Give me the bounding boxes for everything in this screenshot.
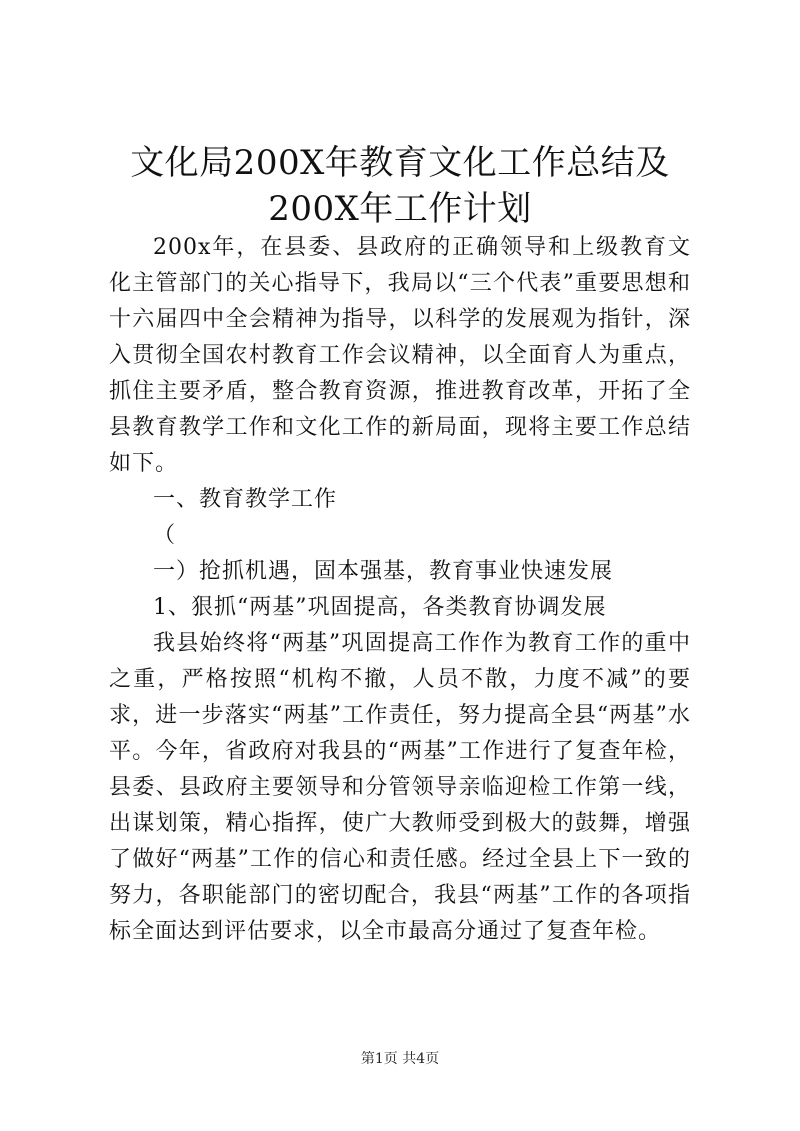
item-heading: 1、狠抓“两基”巩固提高，各类教育协调发展	[153, 595, 607, 620]
main-paragraph: 我县始终将“两基”巩固提高工作作为教育工作的重中之重，严格按照“机构不撤，人员不散，力度不减”的要求，进一步落实“两基”工作责任，努力提高全县“两基”水平。今年，省政府对我县的“两基”工作进行了复查年检，县委、县政府主要领导和分管领导亲临迎检工作第一线，出谋划策，精心指挥，使广大教师受到极大的鼓舞，增强了做好“两基”工作的信心和责任感。经过全县上下一致的努力，各职能部门的密切配合，我县“两基”工作的各项指标全面达到评估要求，以全市最高分通过了复查年检。	[109, 631, 691, 944]
intro-paragraph: 200x年，在县委、县政府的正确领导和上级教育文化主管部门的关心指导下，我局以“三个代表”重要思想和十六届四中全会精神为指导，以科学的发展观为指针，深入贯彻全国农村教育工作会议精神，以全面育人为重点，抓住主要矛盾，整合教育资源，推进教育改革，开拓了全县教育教学工作和文化工作的新局面，现将主要工作总结如下。	[109, 235, 691, 476]
document-title: 文化局200X年教育文化工作总结及200X年工作计划	[130, 143, 670, 229]
open-paren-line: （	[153, 523, 177, 548]
section-heading: 一、教育教学工作	[153, 487, 338, 512]
subsection-heading: 一）抢抓机遇，固本强基，教育事业快速发展	[153, 559, 614, 584]
document-body	[109, 230, 691, 950]
page-footer: 第1页 共4页	[360, 1051, 440, 1067]
